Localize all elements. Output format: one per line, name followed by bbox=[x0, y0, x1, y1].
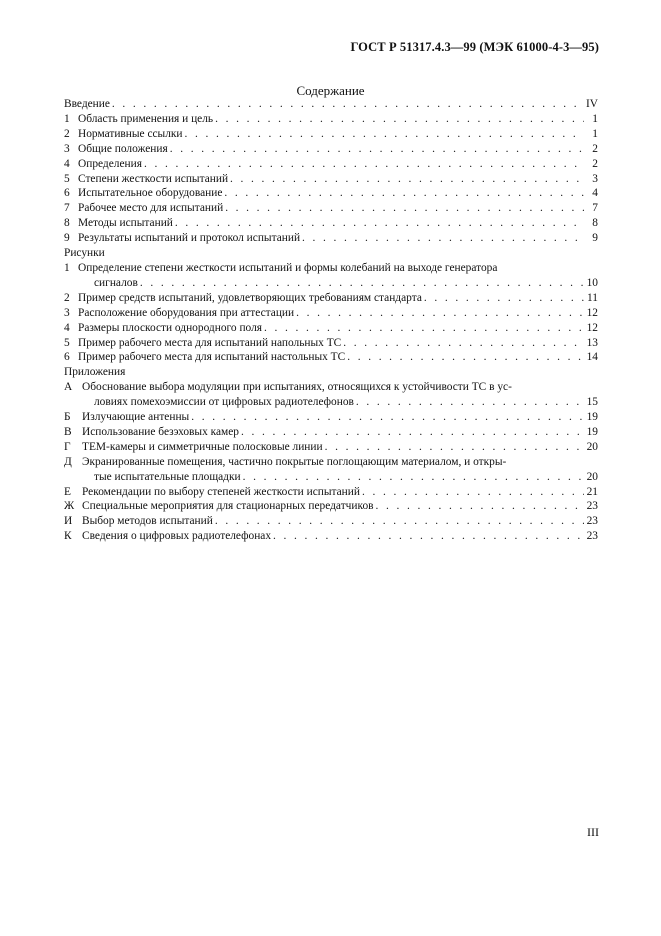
annexes-heading: Приложения bbox=[64, 366, 126, 379]
toc-entry-title: Расположение оборудования при аттестации bbox=[78, 306, 295, 319]
toc-entry bbox=[64, 172, 598, 187]
toc-entry-number: 7 bbox=[64, 202, 70, 215]
toc-entry-number: 6 bbox=[64, 351, 70, 364]
toc-entry bbox=[64, 350, 598, 365]
toc-entry-page: 19 bbox=[586, 411, 598, 424]
toc-entry-title: Выбор методов испытаний bbox=[82, 515, 213, 528]
toc-entry bbox=[64, 306, 598, 321]
toc-entry-title: Область применения и цель bbox=[78, 112, 214, 125]
toc-entry-continuation bbox=[64, 276, 598, 291]
toc-entry-page: 12 bbox=[586, 321, 598, 334]
toc-entry-title: Определения bbox=[78, 157, 142, 170]
toc-entry-number: 1 bbox=[64, 112, 70, 125]
toc-entry bbox=[64, 529, 598, 544]
annexes-list bbox=[64, 380, 598, 544]
figures-heading: Рисунки bbox=[64, 247, 105, 260]
toc-entry-title: Специальные мероприятия для стационарных передатчиков bbox=[82, 500, 374, 513]
toc-entry bbox=[64, 425, 598, 440]
toc-entry-page: 11 bbox=[587, 291, 598, 304]
toc-entry-title: Пример рабочего места для испытаний настольных ТС bbox=[78, 351, 346, 364]
toc-entry-number: 2 bbox=[64, 127, 70, 140]
toc-title: Содержание bbox=[296, 83, 365, 98]
toc-entry-title: Пример рабочего места для испытаний напольных ТС bbox=[78, 336, 342, 349]
toc-entry-page: 10 bbox=[586, 276, 598, 289]
dot-leader bbox=[347, 350, 584, 365]
toc-entry-page: 4 bbox=[592, 187, 598, 200]
toc-entry bbox=[64, 514, 598, 529]
toc-entry bbox=[64, 455, 598, 470]
dot-leader bbox=[224, 186, 584, 201]
toc-entry bbox=[64, 499, 598, 514]
toc-entry-page: 14 bbox=[586, 351, 598, 364]
dot-leader bbox=[243, 470, 584, 485]
toc-entry bbox=[64, 142, 598, 157]
toc-entry-number: К bbox=[64, 530, 72, 543]
dot-leader bbox=[144, 157, 584, 172]
toc-entry-title: Введение bbox=[64, 98, 110, 110]
toc-entry-number: 1 bbox=[64, 261, 70, 274]
toc-entry bbox=[64, 336, 598, 351]
toc-entry-page: 23 bbox=[586, 530, 598, 543]
toc-entry-number: И bbox=[64, 515, 73, 528]
toc-entry-page: 15 bbox=[586, 396, 598, 409]
toc-entry-number: Д bbox=[64, 455, 72, 468]
toc-entry bbox=[64, 112, 598, 127]
toc-entry-number: Б bbox=[64, 411, 71, 424]
toc-entry-title: Размеры плоскости однородного поля bbox=[78, 321, 263, 334]
toc-entry-number: 2 bbox=[64, 291, 70, 304]
toc-entry-title: Нормативные ссылки bbox=[78, 127, 183, 140]
toc-entry-title: Обоснование выбора модуляции при испытаниях, относящихся к устойчивости ТС в ус- bbox=[82, 381, 512, 394]
dot-leader bbox=[241, 425, 584, 440]
toc-entry-page: 20 bbox=[586, 440, 598, 453]
toc-entry-continuation bbox=[64, 470, 598, 485]
toc-entry-title: Определение степени жесткости испытаний и формы колебаний на выходе генератора bbox=[78, 261, 498, 274]
dot-leader bbox=[215, 514, 584, 529]
toc-entry-page: 2 bbox=[592, 142, 598, 155]
toc-entry-page: 9 bbox=[592, 232, 598, 245]
toc-entry-title: Пример средств испытаний, удовлетворяющих требованиям стандарта bbox=[78, 291, 422, 304]
toc-entry-title-cont: тые испытательные площадки bbox=[94, 470, 241, 483]
page-number: III bbox=[587, 825, 599, 839]
toc-entry bbox=[64, 440, 598, 455]
toc-entry bbox=[64, 157, 598, 172]
toc-entry-title: Степени жесткости испытаний bbox=[78, 172, 229, 185]
toc-entry-number: Е bbox=[64, 485, 71, 498]
dot-leader bbox=[225, 201, 584, 216]
toc-entry-number: 5 bbox=[64, 336, 70, 349]
toc-entry-title: Сведения о цифровых радиотелефонах bbox=[82, 530, 272, 543]
toc-entry-page: 3 bbox=[592, 172, 598, 185]
toc-entry-number: 8 bbox=[64, 217, 70, 230]
toc-entry-page: 20 bbox=[586, 470, 598, 483]
dot-leader bbox=[273, 529, 584, 544]
dot-leader bbox=[191, 410, 584, 425]
toc-entry-number: 5 bbox=[64, 172, 70, 185]
toc-entry-title: Общие положения bbox=[78, 142, 168, 155]
toc-entry-page: 2 bbox=[592, 157, 598, 170]
dot-leader bbox=[376, 499, 584, 514]
toc-entry-continuation bbox=[64, 395, 598, 410]
toc-entry-page: 23 bbox=[586, 515, 598, 528]
toc-entry-title-cont: сигналов bbox=[94, 276, 138, 289]
toc-entry-number: 4 bbox=[64, 321, 70, 334]
toc-entry-number: 9 bbox=[64, 232, 70, 245]
toc-entry-title: ТЕМ-камеры и симметричные полосковые линии bbox=[82, 440, 323, 453]
toc-entry bbox=[64, 410, 598, 425]
dot-leader bbox=[140, 276, 584, 291]
toc-entry-title-cont: ловиях помехоэмиссии от цифровых радиотелефонов bbox=[94, 396, 354, 409]
toc-entry-page: 19 bbox=[586, 425, 598, 438]
toc-entry bbox=[64, 291, 598, 306]
toc-entry-title: Результаты испытаний и протокол испытаний bbox=[78, 232, 301, 245]
toc-entry-page: 8 bbox=[592, 217, 598, 230]
toc-entry-title: Методы испытаний bbox=[78, 217, 173, 230]
toc-entry-page: 1 bbox=[592, 112, 598, 125]
dot-leader bbox=[302, 231, 584, 246]
toc-entry-number: А bbox=[64, 381, 73, 394]
dot-leader bbox=[175, 216, 584, 231]
toc-entry-page: 1 bbox=[592, 127, 598, 140]
dot-leader bbox=[230, 172, 584, 187]
figures-list bbox=[64, 261, 598, 365]
dot-leader bbox=[424, 291, 584, 306]
dot-leader bbox=[264, 321, 584, 336]
dot-leader bbox=[296, 306, 584, 321]
toc-entry-title: Экранированные помещения, частично покрытые поглощающим материалом, и откры- bbox=[82, 455, 507, 468]
toc-entry-intro bbox=[64, 97, 598, 112]
toc-entry-title: Использование безэховых камер bbox=[82, 425, 239, 438]
dot-leader bbox=[325, 440, 584, 455]
toc-entry bbox=[64, 186, 598, 201]
toc-entry bbox=[64, 321, 598, 336]
toc-entry bbox=[64, 127, 598, 142]
toc-entry-title: Рекомендации по выбору степеней жесткости испытаний bbox=[82, 485, 360, 498]
toc-entry bbox=[64, 201, 598, 216]
toc-entry-page: IV bbox=[585, 98, 598, 110]
dot-leader bbox=[215, 112, 584, 127]
sections-list bbox=[64, 112, 598, 246]
toc-entry-page: 23 bbox=[586, 500, 598, 513]
dot-leader bbox=[356, 395, 584, 410]
dot-leader bbox=[343, 336, 584, 351]
table-of-contents bbox=[64, 97, 598, 544]
toc-entry-number: 6 bbox=[64, 187, 70, 200]
toc-entry-page: 21 bbox=[586, 485, 598, 498]
toc-entry bbox=[64, 380, 598, 395]
toc-entry-title: Излучающие антенны bbox=[82, 411, 190, 424]
toc-entry bbox=[64, 485, 598, 500]
document-header: ГОСТ Р 51317.4.3—99 (МЭК 61000-4-3—95) bbox=[350, 40, 599, 54]
toc-entry-number: 4 bbox=[64, 157, 70, 170]
toc-entry-number: В bbox=[64, 425, 72, 438]
toc-entry bbox=[64, 231, 598, 246]
dot-leader bbox=[362, 485, 584, 500]
toc-entry-number: Ж bbox=[64, 500, 75, 513]
dot-leader bbox=[170, 142, 584, 157]
toc-entry-number: 3 bbox=[64, 306, 70, 319]
toc-entry-title: Рабочее место для испытаний bbox=[78, 202, 224, 215]
toc-entry-page: 13 bbox=[586, 336, 598, 349]
toc-entry-number: Г bbox=[64, 440, 71, 453]
toc-entry bbox=[64, 261, 598, 276]
toc-entry bbox=[64, 216, 598, 231]
toc-entry-number: 3 bbox=[64, 142, 70, 155]
toc-entry-title: Испытательное оборудование bbox=[78, 187, 223, 200]
dot-leader bbox=[112, 97, 584, 112]
dot-leader bbox=[185, 127, 584, 142]
toc-entry-page: 7 bbox=[592, 202, 598, 215]
toc-entry-page: 12 bbox=[586, 306, 598, 319]
